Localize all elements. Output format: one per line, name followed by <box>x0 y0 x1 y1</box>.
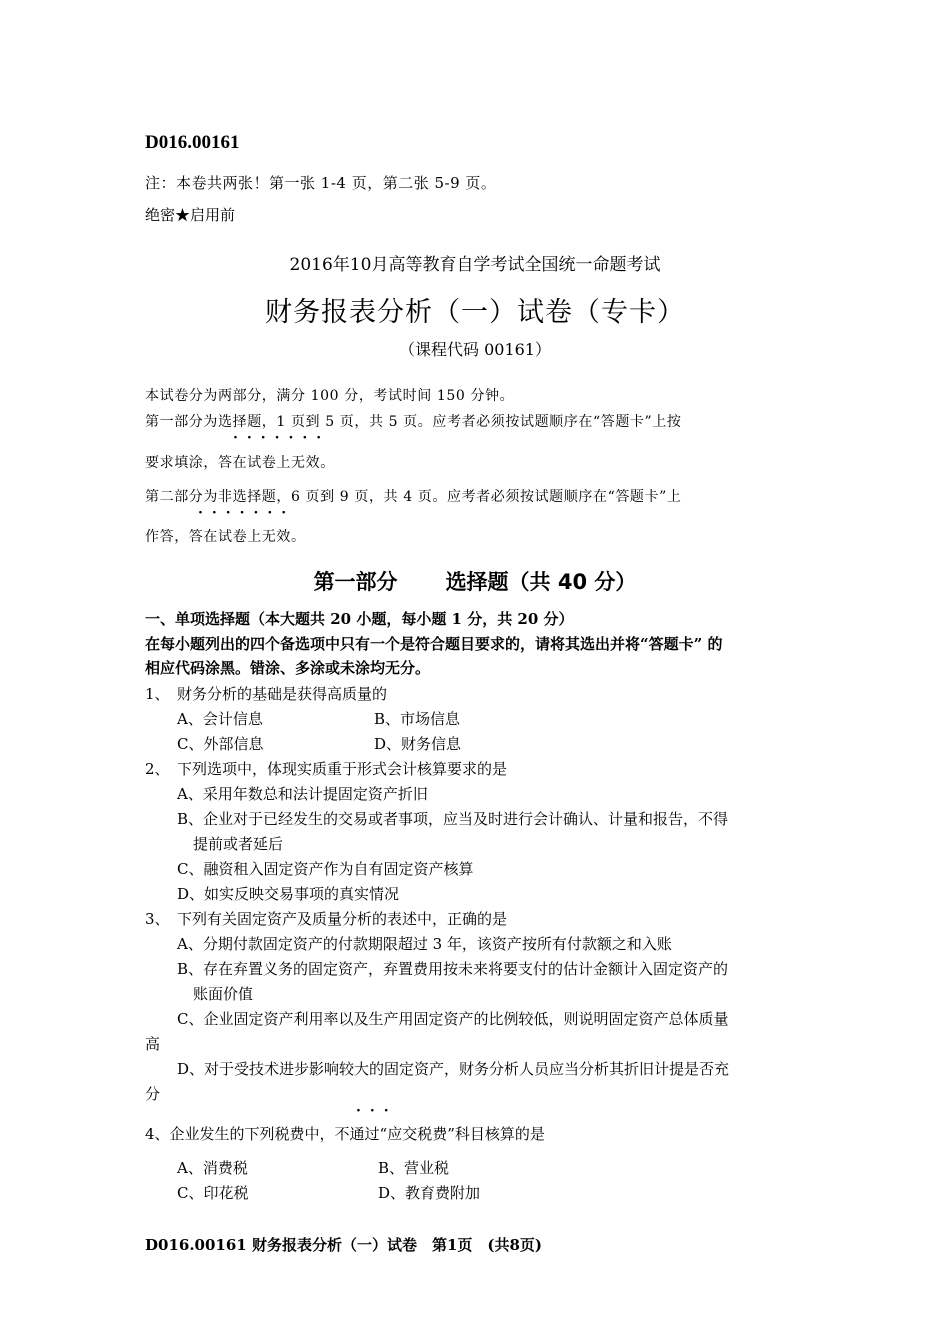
exam-session: 2016年10月高等教育自学考试全国统一命题考试 <box>289 255 661 275</box>
option-c: C、企业固定资产利用率以及生产用固定资产的比例较低，则说明固定资产总体质量 <box>177 1010 729 1028</box>
option-d-continued: 分 <box>145 1085 161 1103</box>
paper-code: D016.00161 <box>145 132 240 153</box>
intro-line: 作答，答在试卷上无效。 <box>145 529 306 545</box>
question-2-stem <box>145 758 507 779</box>
part-heading <box>0 566 950 596</box>
option-d: D、教育费附加 <box>378 1184 481 1202</box>
question-text: 下列选项中，体现实质重于形式会计核算要求的是 <box>177 760 508 778</box>
option-c: C、印花税 <box>177 1184 249 1202</box>
option-c-continued: 高 <box>145 1035 161 1053</box>
intro-line: 要求填涂，答在试卷上无效。 <box>145 455 335 471</box>
part-desc: 选择题（共 40 分） <box>445 570 637 594</box>
section-instruction: 相应代码涂黑。错涂、多涂或未涂均无分。 <box>145 659 431 677</box>
emphasis-dots: ······· <box>233 430 331 446</box>
option-a: A、采用年数总和法计提固定资产折旧 <box>177 785 428 803</box>
option-b: B、营业税 <box>378 1159 450 1177</box>
option-a: A、消费税 <box>177 1159 248 1177</box>
intro-line: 第一部分为选择题，1 页到 5 页，共 5 页。应考者必须按试题顺序在“答题卡”上按 <box>145 414 682 430</box>
option-d: D、对于受技术进步影响较大的固定资产，财务分析人员应当分析其折旧计提是否充 <box>177 1060 730 1078</box>
option-b-continued: 账面价值 <box>193 985 254 1003</box>
course-code: （课程代码 00161） <box>399 340 551 359</box>
option-d: D、财务信息 <box>374 735 462 753</box>
section-instruction: 在每小题列出的四个备选项中只有一个是符合题目要求的，请将其选出并将“答题卡” 的 <box>145 635 723 653</box>
paper-note: 注：本卷共两张！第一张 1-4 页，第二张 5-9 页。 <box>145 174 497 192</box>
paper-title: 财务报表分析（一）试卷（专卡） <box>265 297 685 328</box>
intro-line: 本试卷分为两部分，满分 100 分，考试时间 150 分钟。 <box>145 388 515 404</box>
question-1-stem <box>145 683 387 704</box>
secrecy-mark: 绝密★启用前 <box>145 206 236 224</box>
option-b: B、存在弃置义务的固定资产，弃置费用按未来将要支付的估计金额计入固定资产的 <box>177 960 729 978</box>
question-3-stem <box>145 908 507 929</box>
option-a: A、会计信息 <box>177 710 263 728</box>
emphasis-dots: ······· <box>198 505 296 521</box>
question-number: 3、 <box>145 910 170 928</box>
page-footer: D016.00161 财务报表分析（一）试卷 第1页 (共8页) <box>145 1236 543 1254</box>
question-text: 财务分析的基础是获得高质量的 <box>177 685 388 703</box>
option-d: D、如实反映交易事项的真实情况 <box>177 885 400 903</box>
option-b: B、市场信息 <box>374 710 461 728</box>
section-heading: 一、单项选择题（本大题共 20 小题，每小题 1 分，共 20 分） <box>145 610 574 628</box>
intro-line: 第二部分为非选择题，6 页到 9 页，共 4 页。应考者必须按试题顺序在“答题卡”上 <box>145 489 682 505</box>
part-name: 第一部分 <box>313 570 398 594</box>
option-a: A、分期付款固定资产的付款期限超过 3 年，该资产按所有付款额之和入账 <box>177 935 672 953</box>
option-c: C、融资租入固定资产作为自有固定资产核算 <box>177 860 474 878</box>
option-b: B、企业对于已经发生的交易或者事项，应当及时进行会计确认、计量和报告，不得 <box>177 810 729 828</box>
option-c: C、外部信息 <box>177 735 264 753</box>
question-text: 下列有关固定资产及质量分析的表述中，正确的是 <box>177 910 508 928</box>
emphasis-dots: ··· <box>356 1103 398 1119</box>
question-number: 1、 <box>145 685 170 703</box>
question-number: 2、 <box>145 760 170 778</box>
option-b-continued: 提前或者延后 <box>193 835 284 853</box>
question-4-stem: 4、企业发生的下列税费中，不通过“应交税费”科目核算的是 <box>145 1125 545 1143</box>
